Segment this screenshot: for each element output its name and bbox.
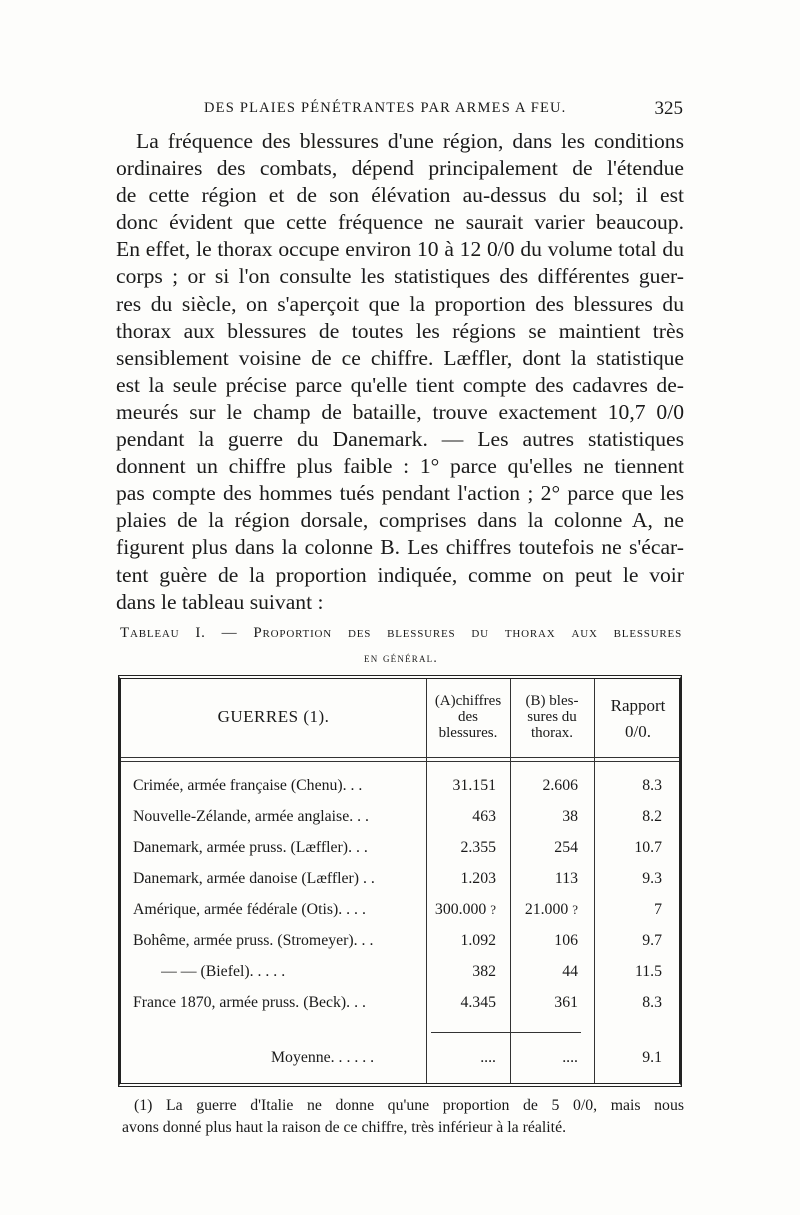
table-row [121, 901, 679, 932]
cell-b-value: 113 [554, 870, 578, 887]
summary-a: .... [480, 1049, 496, 1066]
cell-a-value: 31.151 [452, 777, 496, 794]
table-row [121, 932, 679, 963]
text-line: pendant la guerre du Danemark. — Les autres statistiques [116, 427, 684, 452]
row-label: Amérique, armée fédérale (Otis). . . . [133, 901, 366, 918]
table-row [121, 808, 679, 839]
cell-a [426, 994, 496, 1012]
cell-b-value: 21.000 [524, 901, 569, 918]
running-title: DES PLAIES PÉNÉTRANTES PAR ARMES A FEU. [204, 100, 567, 116]
summary-rule [431, 1032, 581, 1033]
statistics-table [118, 675, 682, 1087]
text-line: dans le tableau suivant : [116, 589, 324, 614]
text-line: ordinaires des combats, dépend principalement de l'étendue [116, 156, 684, 181]
cell-b [510, 777, 578, 795]
cell-a [426, 839, 496, 857]
cell-rapport: 11.5 [634, 963, 662, 980]
header-rule [121, 757, 679, 762]
footnote-line: (1) La guerre d'Italie ne donne qu'une proportion de 5 0/0, mais nous [134, 1097, 684, 1114]
cell-b [510, 839, 578, 857]
cell-a [426, 808, 496, 826]
header-a-line: des [458, 709, 478, 725]
cell-b [510, 901, 578, 919]
cell-a [426, 963, 496, 981]
cell-b-value: 44 [562, 963, 578, 980]
text-line: pas compte des hommes tués pendant l'action ; 2° parce que les [116, 481, 684, 506]
text-line: corps ; or si l'on consulte les statistiques des différentes guer- [116, 264, 684, 289]
text-line: res du siècle, on s'aperçoit que la proportion des blessures du [116, 291, 684, 316]
cell-b [510, 870, 578, 888]
summary-row [121, 1049, 679, 1080]
header-a [426, 693, 510, 741]
table-row [121, 777, 679, 808]
cell-a-mark: ? [490, 902, 496, 917]
row-label: Bohême, armée pruss. (Stromeyer). . . [133, 932, 374, 949]
cell-a-value: 382 [472, 963, 496, 980]
running-head [118, 98, 683, 122]
row-label: France 1870, armée pruss. (Beck). . . [133, 994, 366, 1011]
text-line: figurent plus dans la colonne B. Les chiffres toutefois ne s'écar- [116, 535, 684, 560]
row-label: Nouvelle-Zélande, armée anglaise. . . [133, 808, 369, 825]
table-row [121, 994, 679, 1025]
row-label: — — (Biefel). . . . . [161, 963, 286, 980]
cell-a [426, 901, 496, 919]
text-line: est la seule précise parce qu'elle tient compte des cadavres de- [116, 372, 684, 397]
row-label: Danemark, armée danoise (Læffler) . . [133, 870, 375, 887]
header-rapport-line: Rapport [610, 696, 666, 715]
text-line: meurés sur le champ de bataille, trouve exactement 10,7 0/0 [116, 399, 684, 424]
header-rapport-line: 0/0. [625, 722, 651, 741]
cell-a-value: 2.355 [460, 839, 496, 856]
cell-a [426, 870, 496, 888]
cell-a [426, 777, 496, 795]
text-line: donnent un chiffre plus faible : 1° parce qu'elles ne tiennent [116, 454, 684, 479]
text-line: La fréquence des blessures d'une région, dans les conditions [136, 129, 684, 153]
header-rapport [594, 693, 682, 745]
cell-rapport: 8.3 [642, 777, 662, 794]
page-number: 325 [654, 98, 683, 119]
table-row [121, 870, 679, 901]
cell-b-value: 2.606 [542, 777, 578, 794]
text-line: En effet, le thorax occupe environ 10 à 12 0/0 du volume total du [116, 237, 684, 262]
header-a-line: blessures. [438, 725, 498, 741]
cell-a-value: 1.203 [460, 870, 496, 887]
cell-b-value: 38 [562, 808, 578, 825]
cell-rapport: 8.2 [642, 808, 662, 825]
table-caption: Tableau I. — Proportion des blessures du thorax aux blessures [120, 625, 682, 641]
cell-rapport: 8.3 [642, 994, 662, 1011]
cell-a [426, 932, 496, 950]
footnote [122, 1095, 684, 1139]
summary-rapport: 9.1 [642, 1049, 662, 1066]
cell-b [510, 808, 578, 826]
text-line: thorax aux blessures de toutes les régions se maintient très [116, 318, 684, 343]
row-label: Danemark, armée pruss. (Læffler). . . [133, 839, 368, 856]
cell-rapport: 9.7 [642, 932, 662, 949]
header-b [510, 693, 594, 741]
cell-a-value: 300.000 [434, 901, 487, 918]
header-b-line: sures du [527, 709, 577, 725]
cell-b [510, 932, 578, 950]
table-row [121, 839, 679, 870]
cell-rapport: 7 [654, 901, 662, 918]
cell-rapport: 10.7 [634, 839, 662, 856]
body-paragraph [116, 128, 684, 616]
summary-label: Moyenne. . . . . . [271, 1049, 375, 1066]
text-line: sensiblement voisine de ce chiffre. Læffler, dont la statistique [116, 345, 684, 370]
header-b-line: thorax. [530, 725, 574, 741]
table-row [121, 963, 679, 994]
footnote-line: avons donné plus haut la raison de ce chiffre, très inférieur à la réalité. [122, 1119, 567, 1136]
cell-rapport: 9.3 [642, 870, 662, 887]
cell-b-value: 106 [554, 932, 578, 949]
cell-b-value: 254 [554, 839, 578, 856]
cell-a-value: 4.345 [460, 994, 496, 1011]
text-line: tent guère de la proportion indiquée, comme on peut le voir [116, 562, 684, 587]
cell-b [510, 963, 578, 981]
header-b-line: (B) bles- [525, 693, 579, 709]
cell-b-value: 361 [554, 994, 578, 1011]
table-caption-continued: en général. [364, 650, 438, 665]
text-line: plaies de la région dorsale, comprises dans la colonne A, ne [116, 508, 684, 533]
row-label: Crimée, armée française (Chenu). . . [133, 777, 363, 794]
cell-a-value: 463 [472, 808, 496, 825]
header-guerres: GUERRES (1). [217, 707, 330, 726]
cell-a-value: 1.092 [460, 932, 496, 949]
summary-b: .... [562, 1049, 578, 1066]
text-line: donc évident que cette fréquence ne saurait varier beaucoup. [116, 210, 684, 235]
header-a-line: (A)chiffres [434, 693, 502, 709]
cell-b-mark: ? [572, 902, 578, 917]
cell-b [510, 994, 578, 1012]
text-line: de cette région et de son élévation au-dessus du sol; il est [116, 183, 684, 208]
